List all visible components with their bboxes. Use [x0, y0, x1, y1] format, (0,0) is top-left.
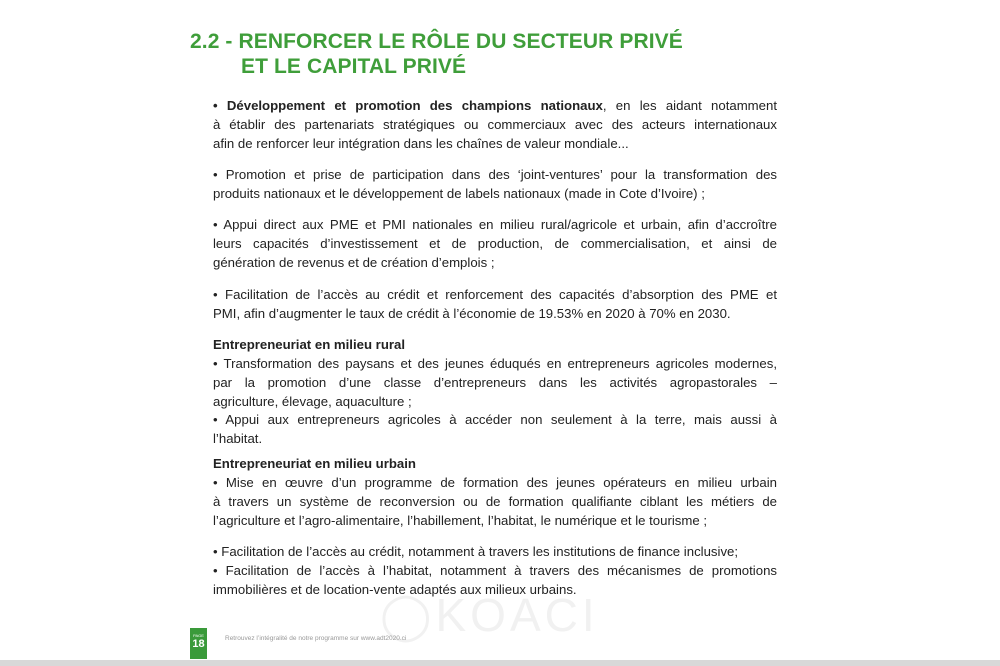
text-line: immobilières et de location-vente adaptés aux milieux urbains.: [213, 582, 577, 598]
text-line: génération de revenus et de création d’emplois ;: [213, 255, 495, 271]
footer-text: Retrouvez l’intégralité de notre programme sur www.adt2020.ci: [225, 635, 407, 642]
text-line: • Facilitation de l’accès au crédit, notamment à travers les institutions de finance inclusive;: [213, 544, 739, 560]
text-line: agriculture, élevage, aquaculture ;: [213, 393, 412, 409]
text-line: • Appui aux entrepreneurs agricoles à accéder non seulement à la terre, mais aussi à: [213, 412, 777, 428]
text-line: • Appui direct aux PME et PMI nationales en milieu rural/agricole et urbain, afin d’accroître: [213, 217, 777, 233]
text-line: PMI, afin d’augmenter le taux de crédit à l’économie de 19.53% en 2020 à 70% en 2030.: [213, 305, 731, 321]
bottom-edge: [0, 660, 1000, 666]
subheading-rural: Entrepreneuriat en milieu rural: [213, 336, 406, 352]
section-title-line2: ET LE CAPITAL PRIVÉ: [241, 55, 467, 78]
text-line: l’habitat.: [213, 431, 263, 447]
text-line: à établir des partenariats stratégiques ou commerciaux avec des acteurs internationaux: [213, 116, 777, 132]
watermark-logo: ◯KOACI: [380, 589, 599, 641]
text-line: • Facilitation de l’accès au crédit et renforcement des capacités d’absorption des PME et: [213, 286, 777, 302]
document-body: [213, 97, 777, 600]
text-line: à travers un système de reconversion ou de formation qualifiante ciblant les métiers de: [213, 494, 777, 510]
text-line: • Facilitation de l’accès à l’habitat, notamment à travers des mécanismes de promotions: [213, 563, 777, 579]
text-line: afin de renforcer leur intégration dans les chaînes de valeur mondiale...: [213, 135, 629, 151]
text-line: • Promotion et prise de participation dans des ‘joint-ventures’ pour la transformation des: [213, 167, 777, 183]
text-line: • Transformation des paysans et des jeunes éduqués en entrepreneurs agricoles modernes,: [213, 355, 777, 371]
page-label: PAGE: [193, 633, 204, 638]
text-line: • Mise en œuvre d’un programme de formation des jeunes opérateurs en milieu urbain: [213, 475, 777, 491]
text-line: leurs capacités d’investissement et de production, de commercialisation, et ainsi de: [213, 236, 777, 252]
section-title-line1: 2.2 - RENFORCER LE RÔLE DU SECTEUR PRIVÉ: [190, 30, 683, 53]
page-number: 18: [192, 638, 205, 650]
page-number-badge: [190, 628, 207, 659]
text-line: par la promotion d’une classe d’entrepreneurs dans les activités agropastorales –: [213, 374, 777, 390]
text-line: l’agriculture et l’agro-alimentaire, l’habillement, l’habitat, le numérique et le tourisme ;: [213, 512, 708, 528]
text-span: , en les aidant notamment: [602, 98, 777, 113]
text-line: [213, 97, 777, 116]
bold-lead: • Développement et promotion des champions nationaux: [213, 98, 603, 113]
text-line: produits nationaux et le développement de labels nationaux (made in Cote d’Ivoire) ;: [213, 186, 705, 202]
subheading-urbain: Entrepreneuriat en milieu urbain: [213, 456, 416, 472]
